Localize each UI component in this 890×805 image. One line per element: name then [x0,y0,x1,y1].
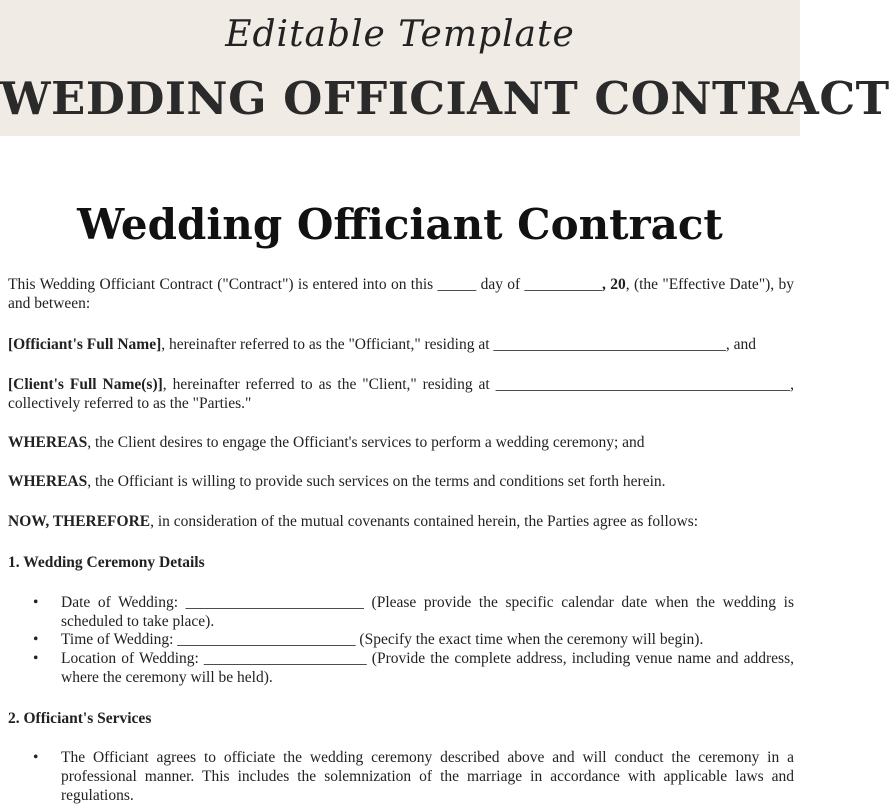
bullet-time-of-wedding: Time of Wedding: _______________________ (Specify the exact time when the ceremony will begin). [61,631,704,648]
therefore-label: NOW, THEREFORE [8,513,151,530]
bullet-officiant-services: The Officiant agrees to officiate the wedding ceremony described above and will conduct the ceremony in a professional manner. This includes the solemnization of the marriage in accordance with applicable laws and regulations. [61,749,794,804]
whereas-paragraph-1 [8,433,794,452]
bullet-marker: • [33,749,39,766]
therefore-text: , in consideration of the mutual covenants contained herein, the Parties agree as follows: [150,513,699,530]
section-1-heading: 1. Wedding Ceremony Details [8,554,205,571]
header-banner [0,0,890,136]
officiant-name-label: [Officiant's Full Name] [8,336,162,353]
bullet-marker: • [33,594,39,611]
officiant-paragraph [8,335,794,354]
intro-paragraph [8,275,794,313]
bullet-date-of-wedding: Date of Wedding: _______________________ (Please provide the specific calendar date when the wedding is scheduled to take place). [61,594,794,630]
whereas-paragraph-2 [8,472,794,491]
section-2-heading: 2. Officiant's Services [8,710,152,727]
bullet-marker: • [33,631,39,648]
document-title: Wedding Officiant Contract [77,200,723,249]
client-paragraph [8,375,794,413]
client-text: , hereinafter referred to as the "Client," residing at ______________________________________, collectively referred to as the "Parties." [8,376,794,412]
therefore-paragraph [8,512,794,531]
whereas-text-1: , the Client desires to engage the Officiant's services to perform a wedding ceremony; and [87,434,645,451]
intro-text-end: , (the "Effective Date"), by and between: [8,276,795,312]
officiant-text: , hereinafter referred to as the "Officiant," residing at ______________________________, and [161,336,757,353]
intro-year: , 20 [602,276,626,293]
client-name-label: [Client's Full Name(s)] [8,376,163,393]
banner-title: WEDDING OFFICIANT CONTRACT [0,72,890,125]
bullet-marker: • [33,650,39,667]
whereas-label-2: WHEREAS [8,473,88,490]
intro-text: This Wedding Officiant Contract ("Contract") is entered into on this _____ day of __________ [8,276,603,293]
whereas-text-2: , the Officiant is willing to provide such services on the terms and conditions set forth herein. [87,473,666,490]
banner-script-text: Editable Template [225,14,575,55]
bullet-location-of-wedding: Location of Wedding: _____________________ (Provide the complete address, including venue name and address, where the ceremony will be held). [61,650,794,686]
whereas-label-1: WHEREAS [8,434,88,451]
